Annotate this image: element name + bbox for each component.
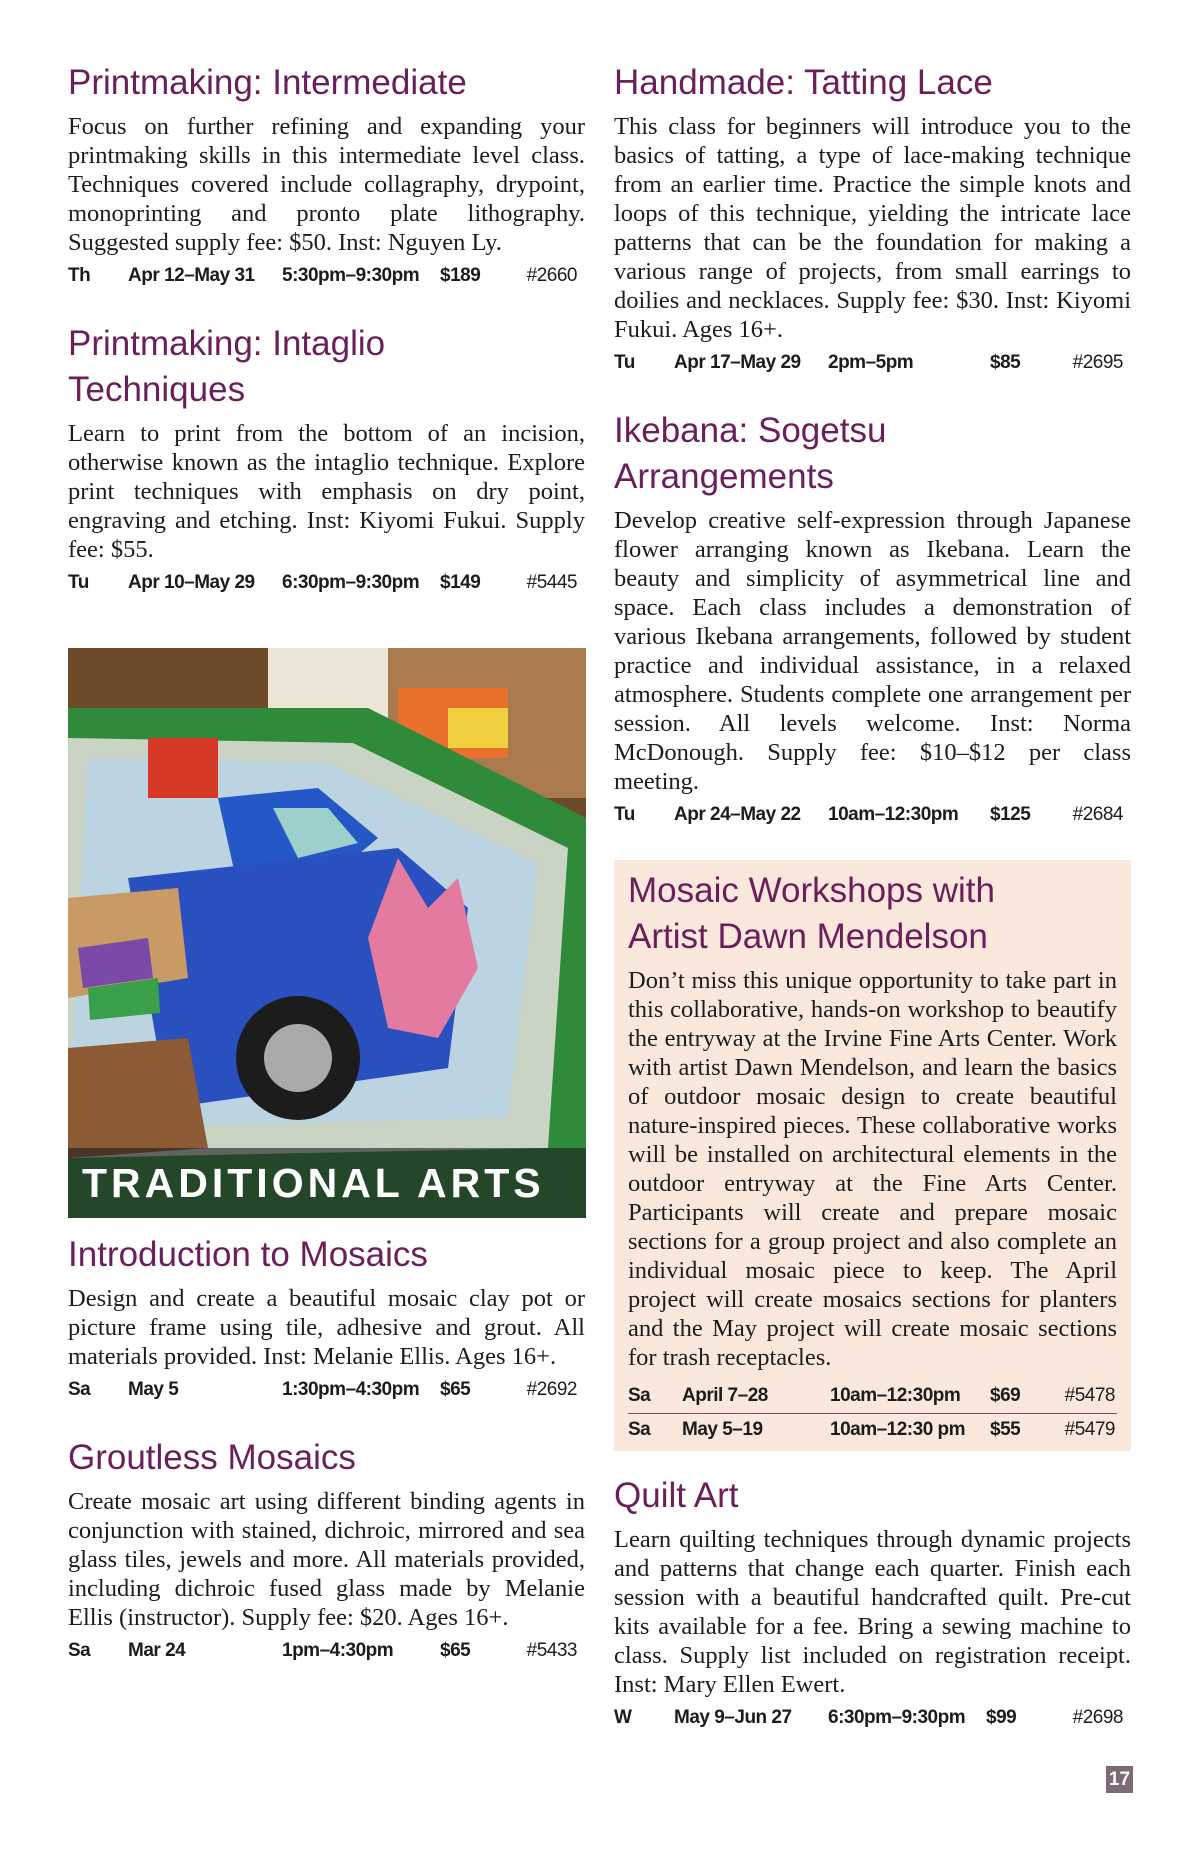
course-title: Handmade: Tatting Lace: [614, 63, 993, 102]
course-time: 10am–12:30pm: [828, 804, 959, 825]
course-title: Printmaking: Intaglio Techniques: [68, 324, 386, 409]
course-code: #5445: [526, 572, 577, 593]
course-schedule: [614, 804, 1131, 832]
page-number: 17: [1106, 1766, 1133, 1793]
course-description: This class for beginners will introduce you to the basics of tatting, a type of lace-making technique from an earlier time. Practice the simple knots and loops of this technique, yielding the intricate lace patterns that can be the foundation for making a various range of projects, from small earrings to doilies and necklaces. Supply fee: $30. Inst: Kiyomi Fukui. Ages 16+.: [614, 113, 1131, 343]
course-code: #5433: [526, 1640, 577, 1661]
session-row: [628, 1414, 1117, 1447]
left-column: [68, 60, 585, 1696]
course-printmaking-intermediate: [68, 60, 585, 293]
course-title: Introduction to Mosaics: [68, 1235, 428, 1274]
session-dates: April 7–28: [682, 1385, 768, 1406]
course-dates: Apr 17–May 29: [674, 352, 801, 373]
course-time: 6:30pm–9:30pm: [828, 1707, 966, 1728]
course-title: Ikebana: Sogetsu Arrangements: [614, 411, 887, 496]
course-description: Focus on further refining and expanding your printmaking skills in this intermediate level class. Techniques covered include collagraphy, drypoint, monoprinting and pronto plate lithography. Suggested supply fee: $50. Inst: Nguyen Ly.: [68, 113, 585, 256]
course-schedule: [68, 1379, 585, 1407]
course-day: Sa: [68, 1640, 91, 1661]
course-schedule: [614, 1707, 1131, 1735]
course-day: Sa: [68, 1379, 91, 1400]
course-price: $65: [440, 1640, 471, 1661]
session-code: #5479: [1064, 1419, 1115, 1440]
course-code: #2660: [526, 265, 577, 286]
course-dates: Mar 24: [128, 1640, 186, 1661]
session-day: Sa: [628, 1419, 651, 1440]
session-price: $55: [990, 1419, 1021, 1440]
session-price: $69: [990, 1385, 1021, 1406]
course-description: Learn to print from the bottom of an incision, otherwise known as the intaglio technique. Explore print techniques with emphasis on dry point, engraving and etching. Inst: Kiyomi Fukui. Supply fee: $55.: [68, 420, 585, 563]
course-price: $189: [440, 265, 481, 286]
course-groutless-mosaics: [68, 1435, 585, 1668]
course-dates: Apr 12–May 31: [128, 265, 255, 286]
course-quilt-art: [614, 1473, 1131, 1735]
course-price: $149: [440, 572, 481, 593]
course-description: Learn quilting techniques through dynamic projects and patterns that change each quarter. Finish each session with a beautiful handcrafted quilt. Pre-cut kits available for a fee. Bring a sewing machine to class. Supply list included on registration receipt. Inst: Mary Ellen Ewert.: [614, 1526, 1131, 1698]
course-time: 5:30pm–9:30pm: [282, 265, 420, 286]
course-day: Tu: [68, 572, 89, 593]
course-code: #2695: [1072, 352, 1123, 373]
course-ikebana: [614, 408, 1131, 832]
course-intro-mosaics: [68, 1232, 585, 1407]
course-printmaking-intaglio: [68, 321, 585, 600]
course-day: Th: [68, 265, 91, 286]
course-time: 1pm–4:30pm: [282, 1640, 394, 1661]
session-dates: May 5–19: [682, 1419, 763, 1440]
course-schedule: [68, 265, 585, 293]
course-price: $125: [990, 804, 1031, 825]
course-title: Quilt Art: [614, 1476, 739, 1515]
session-time: 10am–12:30 pm: [830, 1419, 966, 1440]
session-day: Sa: [628, 1385, 651, 1406]
course-title: Printmaking: Intermediate: [68, 63, 467, 102]
course-description: Create mosaic art using different binding agents in conjunction with stained, dichroic, mirrored and sea glass tiles, jewels and more. All materials provided, including dichroic fused glass made by Melanie Ellis (instructor). Supply fee: $20. Ages 16+.: [68, 1488, 585, 1631]
course-dates: May 9–Jun 27: [674, 1707, 792, 1728]
course-time: 6:30pm–9:30pm: [282, 572, 420, 593]
quilt-photo-image: [68, 648, 586, 1218]
course-price: $85: [990, 352, 1021, 373]
course-mosaic-workshops: [614, 860, 1131, 1451]
course-code: #2684: [1072, 804, 1123, 825]
traditional-arts-photo: [68, 648, 586, 1218]
session-code: #5478: [1064, 1385, 1115, 1406]
course-schedule: [68, 1640, 585, 1668]
right-column: [614, 60, 1131, 1763]
course-code: #2692: [526, 1379, 577, 1400]
course-schedule: [614, 352, 1131, 380]
course-dates: May 5: [128, 1379, 179, 1400]
course-description: Design and create a beautiful mosaic clay pot or picture frame using tile, adhesive and grout. All materials provided. Inst: Melanie Ellis. Ages 16+.: [68, 1285, 585, 1370]
course-time: 1:30pm–4:30pm: [282, 1379, 420, 1400]
course-dates: Apr 10–May 29: [128, 572, 255, 593]
course-schedule: [68, 572, 585, 600]
course-description: Develop creative self-expression through Japanese flower arranging known as Ikebana. Learn the beauty and simplicity of asymmetrical line and space. Each class includes a demonstration of various Ikebana arrangements, followed by student practice and individual assistance, in a relaxed atmosphere. Students complete one arrangement per session. All levels welcome. Inst: Norma McDonough. Supply fee: $10–$12 per class meeting.: [614, 507, 1131, 795]
course-day: Tu: [614, 352, 635, 373]
course-day: Tu: [614, 804, 635, 825]
session-time: 10am–12:30pm: [830, 1385, 961, 1406]
course-code: #2698: [1072, 1707, 1123, 1728]
course-title: Mosaic Workshops with Artist Dawn Mendelson: [628, 871, 995, 956]
course-description: Don’t miss this unique opportunity to take part in this collaborative, hands-on workshop to beautify the entryway at the Irvine Fine Arts Center. Work with artist Dawn Mendelson, and learn the basics of outdoor mosaic design to create beautiful nature-inspired pieces. These collaborative works will be installed on architectural elements in the outdoor entryway at the Fine Arts Center. Participants will create and prepare mosaic sections for a group project and also complete an individual mosaic piece to keep. The April project will create mosaics sections for planters and the May project will create mosaic sections for trash receptacles.: [628, 967, 1117, 1371]
course-day: W: [614, 1707, 632, 1728]
course-time: 2pm–5pm: [828, 352, 914, 373]
course-price: $65: [440, 1379, 471, 1400]
session-row: [628, 1380, 1117, 1414]
course-dates: Apr 24–May 22: [674, 804, 801, 825]
course-price: $99: [986, 1707, 1017, 1728]
section-banner: TRADITIONAL ARTS: [68, 1148, 586, 1218]
course-tatting-lace: [614, 60, 1131, 380]
course-title: Groutless Mosaics: [68, 1438, 356, 1477]
